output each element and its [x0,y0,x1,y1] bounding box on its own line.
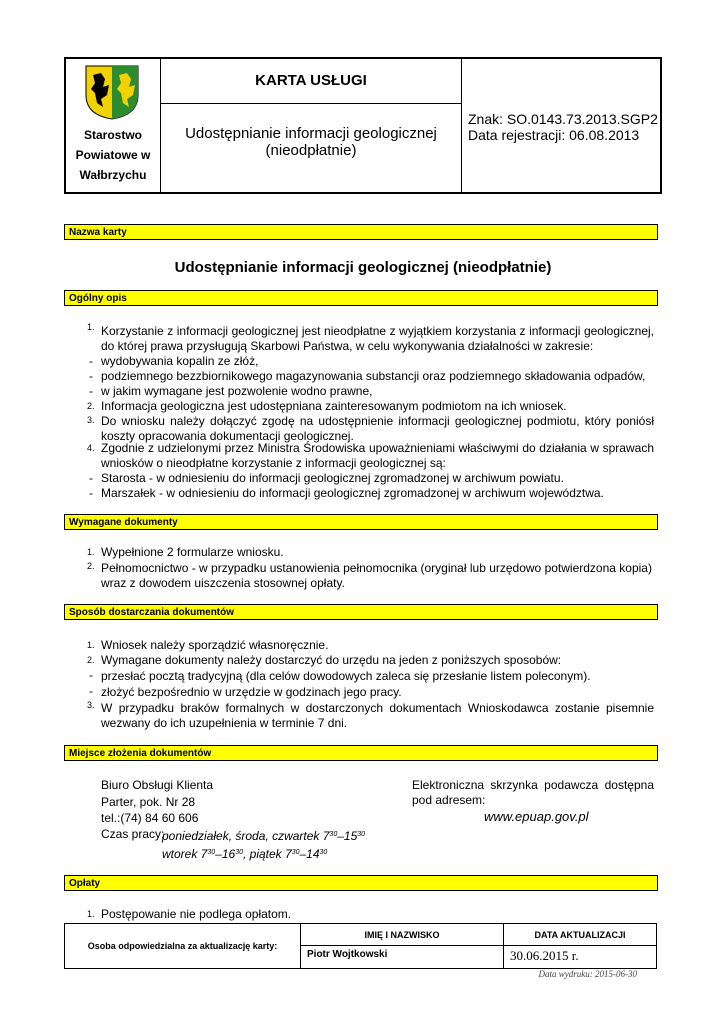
section-bar-nazwa-karty: Nazwa karty [64,224,658,240]
col-date-header: DATA AKTUALIZACJI [504,924,656,946]
opis-dash-5: Marszałek - w odniesieniu do informacji geologicznej zgromadzonej w archiwum województwa. [101,486,604,500]
opis-item-1: Korzystanie z informacji geologicznej jest nieodpłatne z wyjątkiem korzystania z informacji geologicznej, do której prawa przysługują Skarbowi Państwa, w celu wykonywania działalności w zakresie: [101,324,654,353]
title-cell [161,59,462,192]
sposob-item-3: W przypadku braków formalnych w dostarczonych dokumentach Wnioskodawca zostanie pisemnie wezwany do ich uzupełnienia w terminie 7 dni. [101,701,654,730]
registry-cell [462,59,660,192]
opis-item-2: Informacja geologiczna jest udostępniana zainteresowanym podmiotom na ich wniosek. [101,399,567,413]
list-dash: - [89,369,93,383]
card-title: Udostępnianie informacji geologicznej (nieodpłatnie) [185,125,437,159]
registry-info [468,111,658,143]
section-bar-sposob-dostarczania: Sposób dostarczania dokumentów [64,604,658,620]
section-bar-wymagane-dokumenty: Wymagane dokumenty [64,514,658,530]
list-number: 3. [87,415,95,425]
hours-line-2: wtorek $7^{30}-16^{30}$, piątek $7^{30}-14^{30}$ [162,847,328,861]
opis-item-4: Zgodnie z udzielonymi przez Ministra Środowiska upoważnieniami właściwymi do działania w sprawach wniosków o nieodpłatne korzystanie z informacji geologicznej są: [101,441,654,470]
karta-label: KARTA USŁUGI [255,72,367,89]
list-dash: - [89,354,93,368]
registration-date: Data rejestracji: 06.08.2013 [468,127,640,143]
coat-of-arms-icon [83,63,141,121]
office-room: Parter, pok. Nr 28 [101,795,196,809]
list-number: 1. [87,322,95,332]
list-number: 2. [87,401,95,411]
list-number: 4. [87,443,95,453]
title-divider [161,103,461,104]
office-desk: Biuro Obsługi Klienta [101,778,214,792]
header-table [64,57,662,194]
section-bar-ogolny-opis: Ogólny opis [64,290,658,306]
update-table [64,923,657,969]
list-dash: - [89,471,93,485]
office-name: Starostwo Powiatowe w Wałbrzychu [75,128,151,182]
list-number: 1. [87,547,95,557]
znak-text: Znak: SO.0143.73.2013.SGP2 [468,111,658,127]
service-name: Udostępnianie informacji geologicznej (nieodpłatnie) [174,259,552,276]
opis-dash-4: Starosta - w odniesieniu do informacji geologicznej zgromadzonej w archiwum powiatu. [101,471,564,485]
hours-line-1: poniedziałek, środa, czwartek $7^{30}-15^{30}$ [162,829,366,843]
oplaty-item-1: Postępowanie nie podlega opłatom. [101,907,292,921]
sposob-item-1: Wniosek należy sporządzić własnoręcznie. [101,638,329,652]
list-number: 1. [87,909,95,919]
epuap-description: Elektroniczna skrzynka podawcza dostępna pod adresem: [412,778,654,807]
epuap-link[interactable]: www.epuap.gov.pl [484,809,589,824]
print-date: Data wydruku: 2015-06-30 [538,969,637,979]
opis-item-3: Do wniosku należy dołączyć zgodę na udostępnienie informacji geologicznej podmiotu, który poniósł koszty opracowania dokumentacji geologicznej. [101,414,654,443]
sposob-dash-2: złożyć bezpośrednio w urzędzie w godzinach jego pracy. [101,685,402,699]
dokumenty-item-2: Pełnomocnictwo - w przypadku ustanowienia pełnomocnika (oryginał lub urzędowo potwierdzona kopia) wraz z dowodem uiszczenia stosownej opłaty. [101,561,652,590]
opis-dash-1: wydobywania kopalin ze złóż, [101,354,259,368]
update-date: 30.06.2015 r. [510,948,579,963]
list-dash: - [89,384,93,398]
sposob-dash-1: przesłać pocztą tradycyjną (dla celów dowodowych zaleca się przesłanie listem poleconym). [101,669,591,683]
col-name-header: IMIĘ I NAZWISKO [301,924,504,946]
list-dash: - [89,486,93,500]
office-cell [66,59,161,192]
section-bar-miejsce-zlozenia: Miejsce złożenia dokumentów [64,745,658,761]
opis-dash-3: w jakim wymagane jest pozwolenie wodno prawne, [101,384,373,398]
section-bar-oplaty: Opłaty [64,875,658,891]
list-number: 1. [87,640,95,650]
list-number: 2. [87,655,95,665]
responsible-name: Piotr Wojtkowski [301,946,504,968]
list-number: 3. [87,700,95,710]
responsible-label: Osoba odpowiedzialna za aktualizację karty: [65,924,301,968]
sposob-item-2: Wymagane dokumenty należy dostarczyć do urzędu na jeden z poniższych sposobów: [101,653,562,667]
office-phone: tel.:(74) 84 60 606 [101,811,199,825]
opis-dash-2: podziemnego bezzbiornikowego magazynowania substancji oraz podziemnego składowania odpadów, [101,369,646,383]
list-number: 2. [87,561,95,571]
list-dash: - [89,668,93,682]
dokumenty-item-1: Wypełnione 2 formularze wniosku. [101,545,284,559]
hours-label: Czas pracy: [101,827,165,841]
list-dash: - [89,684,93,698]
